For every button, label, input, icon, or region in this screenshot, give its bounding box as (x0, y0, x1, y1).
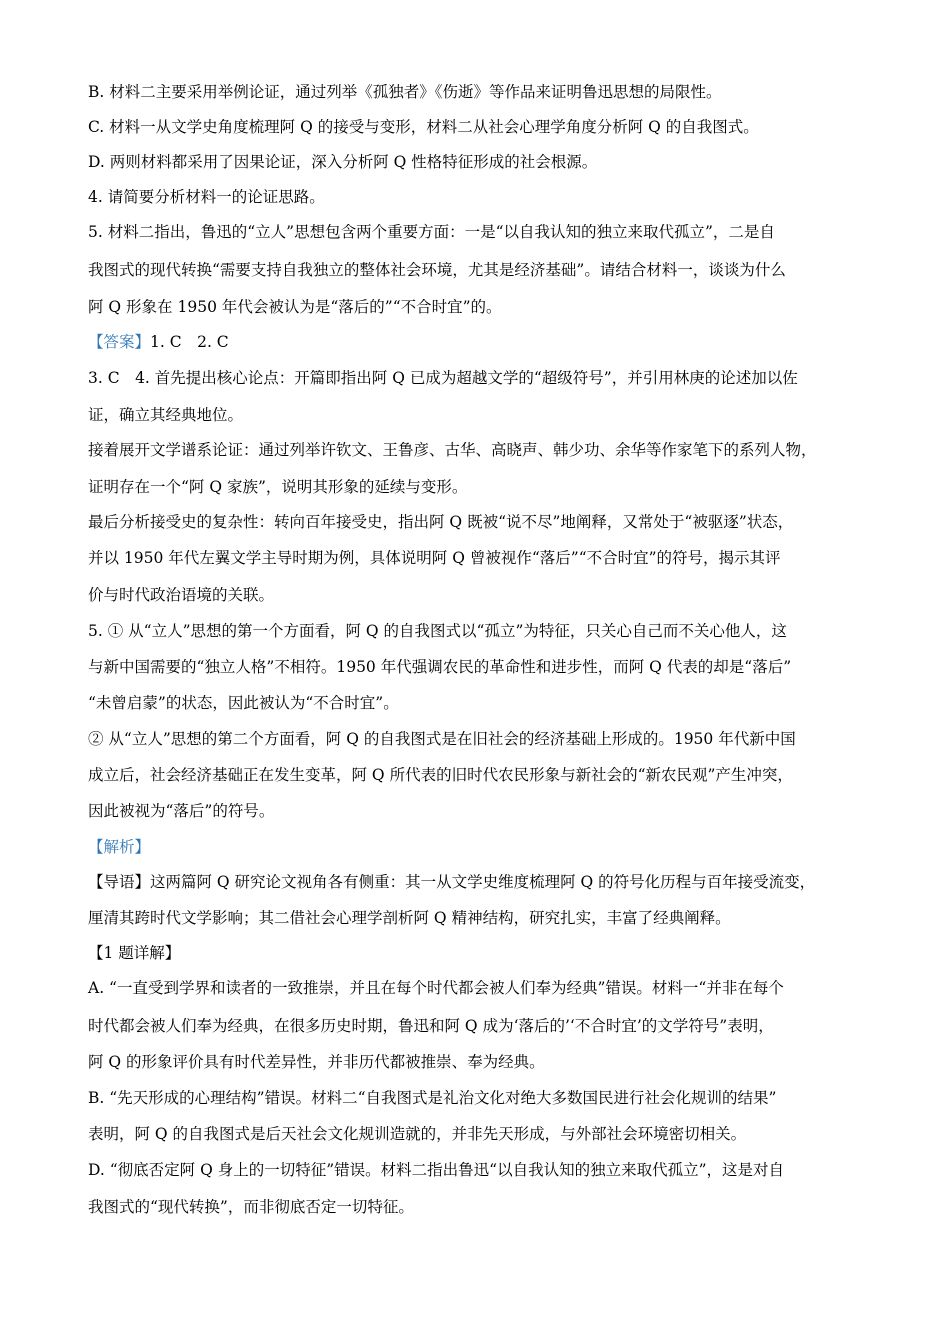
answer-5-line-2: 与新中国需要的“独立人格”不相符。1950 年代强调农民的革命性和进步性，而阿 Q 代表的却是“落后” (88, 658, 792, 676)
option-b-line: B. 材料二主要采用举例论证，通过列举《孤独者》《伤逝》等作品来证明鲁迅思想的局限性。 (88, 83, 722, 101)
answer-line (88, 332, 229, 352)
intro-line-2: 厘清其跨时代文学影响；其二借社会心理学剖析阿 Q 精神结构，研究扎实，丰富了经典阐释。 (88, 909, 731, 927)
option-c-line: C. 材料一从文学史角度梳理阿 Q 的接受与变形，材料二从社会心理学角度分析阿 Q 的自我图式。 (88, 118, 759, 136)
answer-text: 1. C 2. C (150, 333, 229, 351)
analysis-tag: 【解析】 (88, 838, 151, 856)
answer-4-line-1: 3. C 4. 首先提出核心论点：开篇即指出阿 Q 已成为超越文学的“超级符号”，并引用林庚的论述加以佐 (88, 369, 798, 387)
answer-4-line-4: 证明存在一个“阿 Q 家族”，说明其形象的延续与变形。 (88, 478, 468, 496)
question-5-line-3: 阿 Q 形象在 1950 年代会被认为是“落后的”“不合时宜”的。 (88, 298, 502, 316)
answer-4-line-6: 并以 1950 年代左翼文学主导时期为例，具体说明阿 Q 曾被视作“落后”“不合时宜”的符号，揭示其评 (88, 549, 781, 567)
answer-5-line-5: 成立后，社会经济基础正在发生变革，阿 Q 所代表的旧时代农民形象与新社会的“新农民观”产生冲突， (88, 766, 793, 784)
answer-5-line-6: 因此被视为“落后”的符号。 (88, 802, 275, 820)
answer-4-line-5: 最后分析接受史的复杂性：转向百年接受史，指出阿 Q 既被“说不尽”地阐释，又常处于“被驱逐”状态， (88, 513, 794, 531)
detail-d-line-1: D. “彻底否定阿 Q 身上的一切特征”错误。材料二指出鲁迅“以自我认知的独立来取代孤立”，这是对自 (88, 1161, 784, 1179)
detail-a-line-2: 时代都会被人们奉为经典，在很多历史时期，鲁迅和阿 Q 成为‘落后的’‘不合时宜’的文学符号”表明， (88, 1017, 774, 1035)
intro-line-1: 【导语】这两篇阿 Q 研究论文视角各有侧重：其一从文学史维度梳理阿 Q 的符号化历程与百年接受流变， (88, 873, 816, 891)
detail-b-line-2: 表明，阿 Q 的自我图式是后天社会文化规训造就的，并非先天形成，与外部社会环境密切相关。 (88, 1125, 747, 1143)
answer-5-line-3: “未曾启蒙”的状态，因此被认为“不合时宜”。 (88, 694, 399, 712)
answer-4-line-7: 价与时代政治语境的关联。 (88, 586, 275, 604)
answer-4-line-3: 接着展开文学谱系论证：通过列举许钦文、王鲁彦、古华、高晓声、韩少功、余华等作家笔下的系列人物， (88, 441, 817, 459)
detail-a-line-3: 阿 Q 的形象评价具有时代差异性，并非历代都被推崇、奉为经典。 (88, 1053, 545, 1071)
question-5-line-2: 我图式的现代转换“需要支持自我独立的整体社会环境，尤其是经济基础”。请结合材料一，谈谈为什么 (88, 261, 786, 279)
answer-4-line-2: 证，确立其经典地位。 (88, 406, 244, 424)
detail-b-line-1: B. “先天形成的心理结构”错误。材料二“自我图式是礼治文化对绝大多数国民进行社会化规训的结果” (88, 1089, 777, 1107)
detail-a-line-1: A. “一直受到学界和读者的一致推崇，并且在每个时代都会被人们奉为经典”错误。材料一“并非在每个 (88, 979, 784, 997)
option-d-line: D. 两则材料都采用了因果论证，深入分析阿 Q 性格特征形成的社会根源。 (88, 153, 598, 171)
answer-tag: 【答案】 (88, 333, 151, 351)
question-4-line: 4. 请简要分析材料一的论证思路。 (88, 188, 325, 206)
q1-detail-heading: 【1 题详解】 (88, 944, 181, 962)
answer-5-line-1: 5. ① 从“立人”思想的第一个方面看，阿 Q 的自我图式以“孤立”为特征，只关心自己而不关心他人，这 (88, 622, 787, 640)
question-5-line-1: 5. 材料二指出，鲁迅的“立人”思想包含两个重要方面：一是“以自我认知的独立来取代孤立”，二是自 (88, 223, 775, 241)
answer-5-line-4: ② 从“立人”思想的第二个方面看，阿 Q 的自我图式是在旧社会的经济基础上形成的。1950 年代新中国 (88, 730, 796, 748)
detail-d-line-2: 我图式的“现代转换”，而非彻底否定一切特征。 (88, 1198, 414, 1216)
